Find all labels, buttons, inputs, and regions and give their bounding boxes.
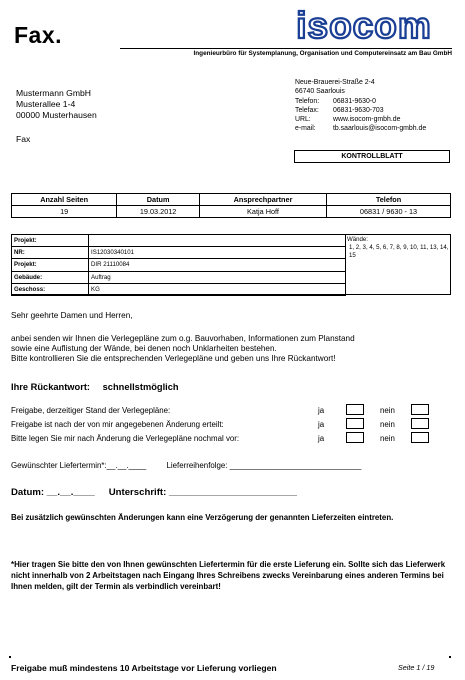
recipient-line: 00000 Musterhausen [16, 110, 97, 120]
project-key: Projekt: [12, 235, 89, 247]
sender-email-label: e-mail: [295, 125, 316, 133]
recipient-line: Musterallee 1-4 [16, 99, 76, 109]
header-date: Datum [117, 194, 200, 206]
nein-label: nein [380, 406, 395, 415]
kontrollblatt-box: KONTROLLBLATT [294, 150, 450, 163]
intro-paragraph [11, 334, 456, 364]
recipient-fax-label: Fax [16, 134, 31, 144]
header-rule [120, 48, 452, 49]
project-value [89, 235, 346, 247]
sender-phone-row [295, 97, 426, 106]
fax-title: Fax. [14, 22, 63, 48]
nein-label: nein [380, 434, 395, 443]
question-3-nein-checkbox[interactable] [411, 432, 429, 443]
project-value: Auftrag [89, 271, 346, 283]
value-phone: 06831 / 9630 - 13 [327, 206, 451, 218]
sender-fax-label: Telefax: [295, 106, 319, 114]
project-value: IS12030340101 [89, 247, 346, 259]
question-2-nein-checkbox[interactable] [411, 418, 429, 429]
waende-cell [347, 236, 449, 260]
sender-email-value[interactable]: tb.saarlouis@isocom-gmbh.de [333, 125, 427, 133]
recipient-address [16, 88, 97, 121]
wish-date-field[interactable]: Gewünschter Liefertermin*:__.__.____ [11, 461, 147, 470]
delivery-note: *Hier tragen Sie bitte den von Ihnen gewünschten Liefertermin für die erste Lieferung ein. Sollte sich das Lieferwerk nicht innerhalb von 2 Arbeitstagen nach Eingang Ihres Schreibens zwecks Vereinbarung eines anderen Termins bei Ihnen melden, gilt der Termin als verbindlich vereinbart! [11, 560, 446, 591]
header-phone: Telefon [327, 194, 451, 206]
question-2-ja-checkbox[interactable] [346, 418, 364, 429]
page-number: Seite 1 / 19 [398, 663, 435, 672]
sender-phone-value: 06831-9630-0 [333, 97, 376, 105]
project-key: Gebäude: [12, 271, 89, 283]
company-logo [278, 9, 450, 45]
date-field[interactable]: Datum: __.__.____ [11, 487, 95, 498]
fax-info-table [11, 193, 451, 218]
info-value-row [12, 206, 451, 218]
nein-label: nein [380, 420, 395, 429]
footer-text: Freigabe muß mindestens 10 Arbeitstage vor Lieferung vorliegen [11, 663, 277, 673]
project-row [12, 283, 346, 295]
reply-heading [11, 382, 179, 392]
info-header-row [12, 194, 451, 206]
sender-fax-value: 06831-9630-703 [333, 106, 384, 114]
margin-mark [449, 656, 451, 658]
value-contact: Katja Hoff [199, 206, 326, 218]
value-date: 19.03.2012 [117, 206, 200, 218]
project-row [12, 259, 346, 271]
project-row [12, 271, 346, 283]
signature-field[interactable]: Unterschrift: ________________________ [108, 487, 298, 498]
waende-label: Wände: [347, 236, 369, 243]
header-pages: Anzahl Seiten [12, 194, 117, 206]
project-value: KG [89, 283, 346, 295]
reply-urgency: schnellstmöglich [102, 382, 179, 392]
sender-street: Neue-Brauerei-Straße 2-4 [295, 79, 375, 86]
sender-address [295, 78, 426, 134]
project-value: DIR 21110084 [89, 259, 346, 271]
question-3: Bitte legen Sie mir nach Änderung die Verlegepläne nochmal vor: [11, 434, 240, 443]
intro-line: Bitte kontrollieren Sie die entsprechenden Verlegepläne und geben uns Ihre Rückantwort! [11, 354, 336, 363]
delivery-sequence-field[interactable]: Lieferreihenfolge: ______________________________ [166, 461, 362, 470]
question-1-ja-checkbox[interactable] [346, 404, 364, 415]
waende-list: 1, 2, 3, 4, 5, 6, 7, 8, 9, 10, 11, 13, 14, 15 [349, 244, 449, 259]
sender-phone-label: Telefon: [295, 97, 320, 105]
ja-label: ja [318, 406, 325, 415]
question-1-nein-checkbox[interactable] [411, 404, 429, 415]
question-2: Freigabe ist nach der von mir angegebenen Änderung erteilt: [11, 420, 224, 429]
sender-url-value[interactable]: www.isocom-gmbh.de [333, 116, 401, 124]
delivery-fields [11, 461, 361, 470]
sender-email-row [295, 124, 426, 133]
ja-label: ja [318, 420, 325, 429]
sender-city: 66740 Saarlouis [295, 88, 345, 96]
project-key: NR: [12, 247, 89, 259]
signature-line [11, 487, 297, 498]
ja-label: ja [318, 434, 325, 443]
project-row [12, 247, 346, 259]
project-table [11, 234, 346, 296]
sender-fax-row [295, 106, 426, 115]
question-1: Freigabe, derzeitiger Stand der Verlegepläne: [11, 406, 171, 415]
project-key: Geschoss: [12, 283, 89, 295]
reply-heading-label: Ihre Rückantwort: [11, 382, 91, 392]
question-3-ja-checkbox[interactable] [346, 432, 364, 443]
intro-line: sowie eine Auflistung der Wände, bei denen noch Unklarheiten bestehen. [11, 344, 277, 353]
intro-line: anbei senden wir Ihnen die Verlegepläne zum o.g. Bauvorhaben, Informationen zum Planstand [11, 334, 355, 343]
sender-url-row [295, 115, 426, 124]
project-row [12, 235, 346, 247]
value-pages: 19 [12, 206, 117, 218]
header-contact: Ansprechpartner [199, 194, 326, 206]
logo-text: isocom [296, 9, 432, 45]
project-key: Projekt: [12, 259, 89, 271]
greeting: Sehr geehrte Damen und Herren, [11, 311, 133, 320]
sender-url-label: URL: [295, 116, 311, 124]
margin-mark [9, 656, 11, 658]
company-tagline: Ingenieurbüro für Systemplanung, Organisation und Computereinsatz am Bau GmbH [193, 50, 452, 57]
change-warning: Bei zusätzlich gewünschten Änderungen kann eine Verzögerung der genannten Lieferzeiten eintreten. [11, 513, 394, 522]
recipient-line: Mustermann GmbH [16, 88, 91, 98]
